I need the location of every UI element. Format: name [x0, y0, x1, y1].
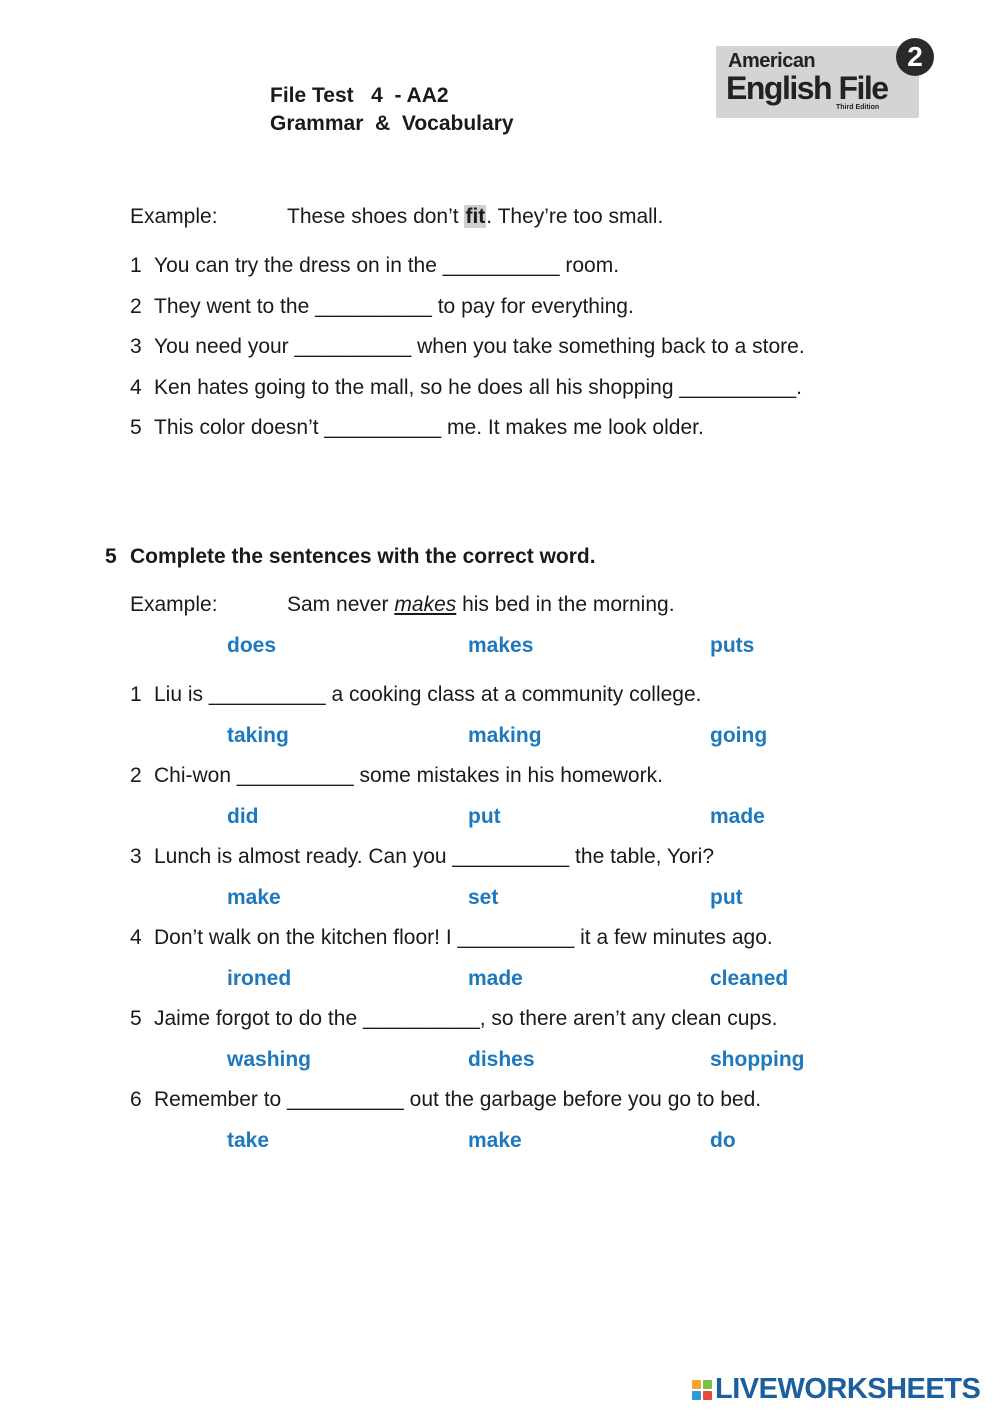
answer-option[interactable]: set — [468, 886, 499, 909]
question-number: 2 — [130, 295, 142, 318]
question-text: Lunch is almost ready. Can you __________ the table, Yori? — [154, 845, 715, 868]
question-number: 6 — [130, 1088, 142, 1111]
example-sentence — [287, 205, 663, 229]
question-text: Don’t walk on the kitchen floor! I __________ it a few minutes ago. — [154, 926, 773, 949]
question-text[interactable]: They went to the __________ to pay for everything. — [154, 295, 634, 318]
question-text[interactable]: Ken hates going to the mall, so he does all his shopping __________. — [154, 376, 802, 399]
question-number: 4 — [130, 376, 142, 399]
example-text-after: his bed in the morning. — [456, 593, 675, 616]
example-label: Example: — [130, 205, 218, 228]
question-number: 3 — [130, 845, 142, 868]
example-option: does — [227, 634, 277, 657]
question-number: 5 — [130, 1007, 142, 1030]
question-text[interactable]: You can try the dress on in the __________ room. — [154, 254, 620, 277]
example-text-before: These shoes don’t — [287, 205, 465, 228]
example-answer: makes — [394, 593, 457, 616]
question-text[interactable]: You need your __________ when you take something back to a store. — [154, 335, 805, 358]
question-number: 1 — [130, 683, 142, 706]
logo-line2: English File — [726, 70, 888, 106]
question-number: 5 — [130, 416, 142, 439]
answer-option[interactable]: take — [227, 1129, 270, 1152]
test-title: File Test 4 - AA2 — [270, 84, 449, 107]
example-option: puts — [710, 634, 755, 657]
question-number: 3 — [130, 335, 142, 358]
example-answer: fit — [465, 205, 486, 228]
question-text: Chi-won __________ some mistakes in his homework. — [154, 764, 663, 787]
question-text[interactable]: This color doesn’t __________ me. It makes me look older. — [154, 416, 704, 439]
answer-option[interactable]: ironed — [227, 967, 292, 990]
american-english-file-logo — [716, 41, 923, 118]
liveworksheets-brand: LIVEWORKSHEETS — [715, 1373, 981, 1405]
answer-option[interactable]: cleaned — [710, 967, 789, 990]
answer-option[interactable]: do — [710, 1129, 736, 1152]
answer-option[interactable]: did — [227, 805, 259, 828]
logo-line1: American — [728, 50, 816, 72]
question-text: Liu is __________ a cooking class at a community college. — [154, 683, 702, 706]
answer-option[interactable]: washing — [227, 1048, 312, 1071]
answer-option[interactable]: made — [468, 967, 523, 990]
answer-option[interactable]: shopping — [710, 1048, 805, 1071]
liveworksheets-icon — [692, 1380, 712, 1400]
question-number: 1 — [130, 254, 142, 277]
question-number: 2 — [130, 764, 142, 787]
test-subtitle: Grammar & Vocabulary — [270, 112, 514, 135]
logo-edition: Third Edition — [836, 104, 880, 111]
answer-option[interactable]: make — [468, 1129, 522, 1152]
question-text: Remember to __________ out the garbage before you go to bed. — [154, 1088, 762, 1111]
answer-option[interactable]: dishes — [468, 1048, 535, 1071]
section-instructions: Complete the sentences with the correct word. — [130, 545, 596, 568]
liveworksheets-logo[interactable] — [692, 1373, 980, 1406]
example-text-after: . They’re too small. — [486, 205, 664, 228]
example-text-before: Sam never — [287, 593, 395, 616]
answer-option[interactable]: taking — [227, 724, 289, 747]
answer-option[interactable]: make — [227, 886, 281, 909]
question-text: Jaime forgot to do the __________, so there aren’t any clean cups. — [154, 1007, 778, 1030]
answer-option[interactable]: making — [468, 724, 542, 747]
example-sentence — [287, 593, 675, 617]
example-label: Example: — [130, 593, 218, 616]
answer-option[interactable]: put — [710, 886, 743, 909]
logo-level-number: 2 — [896, 38, 934, 76]
example-option: makes — [468, 634, 534, 657]
answer-option[interactable]: put — [468, 805, 501, 828]
answer-option[interactable]: made — [710, 805, 765, 828]
section-number: 5 — [105, 545, 117, 568]
question-number: 4 — [130, 926, 142, 949]
answer-option[interactable]: going — [710, 724, 768, 747]
